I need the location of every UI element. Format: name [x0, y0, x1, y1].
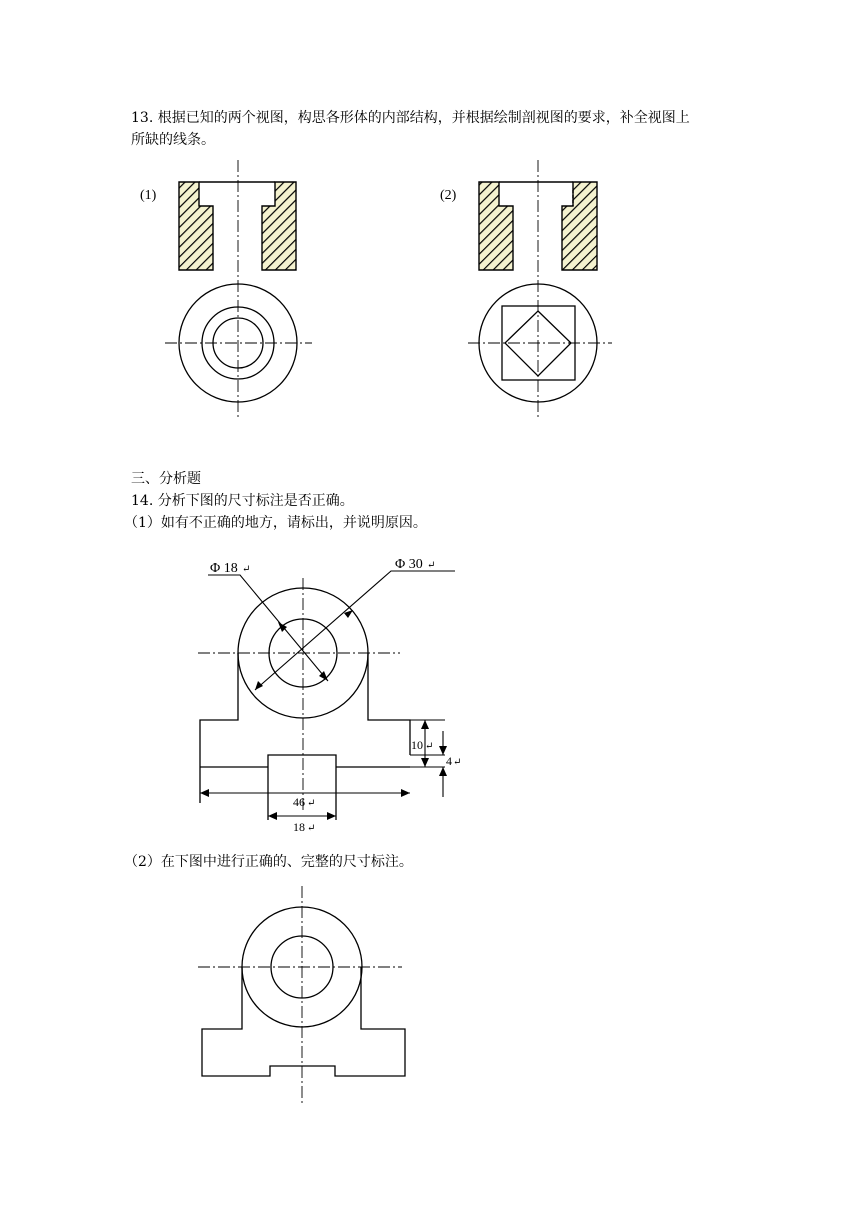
- dim-18-return-mark: ↵: [307, 823, 316, 834]
- q14-text: 14. 分析下图的尺寸标注是否正确。: [131, 493, 354, 509]
- fig2-label: (2): [440, 188, 457, 203]
- q14-part1-text: （1）如有不正确的地方，请标出，并说明原因。: [124, 515, 427, 531]
- q14-part2-text: （2）在下图中进行正确的、完整的尺寸标注。: [124, 854, 413, 870]
- dim-10-return-mark: ↵: [425, 741, 434, 752]
- q14-fig2: [202, 907, 405, 1076]
- dim-46-label: 46: [293, 795, 305, 809]
- q13-text-line1: 13. 根据已知的两个视图，构思各形体的内部结构，并根据绘制剖视图的要求，补全视图上: [131, 110, 690, 126]
- dim-4-label: 4: [446, 754, 452, 768]
- section3-heading: 三、分析题: [131, 471, 201, 487]
- dim-4-return-mark: ↵: [453, 757, 462, 768]
- dim-phi30-return-mark: ↵: [427, 560, 436, 571]
- dim-phi18-return-mark: ↵: [242, 564, 251, 575]
- dim-10-label: 10: [411, 738, 423, 752]
- q14-fig1: [200, 588, 410, 820]
- fig1-label: (1): [140, 188, 157, 203]
- dim-18-label: 18: [293, 820, 305, 834]
- dim-phi18-label: Φ 18: [210, 561, 238, 576]
- q13-text-line2: 所缺的线条。: [131, 132, 215, 148]
- dim-46-return-mark: ↵: [307, 798, 316, 809]
- dim-phi30-label: Φ 30: [395, 557, 423, 572]
- fig1-front-view: [179, 182, 296, 270]
